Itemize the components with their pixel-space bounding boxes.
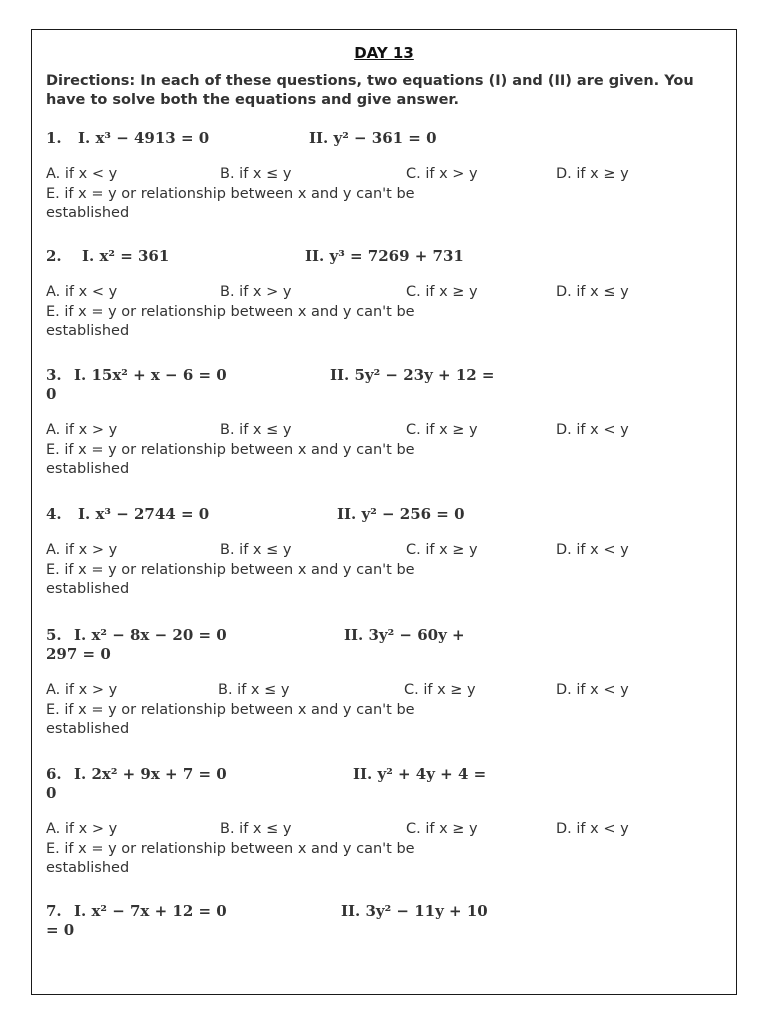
option-b: B. if x ≤ y (220, 821, 292, 837)
question-number: 3. (46, 366, 62, 384)
option-d: D. if x < y (556, 422, 629, 438)
equation-i: I. x³ − 4913 = 0 (78, 129, 210, 147)
question-number: 5. (46, 626, 62, 644)
question-7 (46, 902, 736, 940)
equation-i: I. 15x² + x − 6 = 0 (74, 366, 227, 384)
option-b: B. if x ≤ y (220, 166, 292, 182)
option-d: D. if x < y (556, 821, 629, 837)
equation-ii: II. y² − 256 = 0 (337, 505, 465, 523)
option-a: A. if x < y (46, 166, 118, 182)
options-row (46, 166, 736, 185)
option-e: E. if x = y or relationship between x and y can't be established (46, 304, 415, 339)
equation-ii: II. y² + 4y + 4 = (353, 765, 487, 783)
options-row (46, 682, 736, 701)
equation-ii: II. y² − 361 = 0 (309, 129, 437, 147)
option-c: C. if x ≥ y (406, 284, 478, 300)
equation-i: I. x² = 361 (82, 247, 170, 265)
equation-ii-continued: 0 (46, 784, 57, 802)
option-c: C. if x ≥ y (406, 821, 478, 837)
option-c: C. if x ≥ y (406, 422, 478, 438)
equation-ii-continued: 297 = 0 (46, 645, 111, 663)
equation-ii: II. 3y² − 11y + 10 (341, 902, 488, 920)
option-d: D. if x ≥ y (556, 166, 629, 182)
option-b: B. if x ≤ y (220, 542, 292, 558)
option-c: C. if x ≥ y (406, 542, 478, 558)
option-e: E. if x = y or relationship between x and y can't be established (46, 702, 415, 737)
option-e: E. if x = y or relationship between x and y can't be established (46, 841, 415, 876)
question-6 (46, 765, 736, 878)
equation-ii: II. y³ = 7269 + 731 (305, 247, 464, 265)
equation-ii-continued: 0 (46, 385, 57, 403)
option-a: A. if x > y (46, 422, 118, 438)
equation-ii: II. 3y² − 60y + (344, 626, 465, 644)
question-5 (46, 626, 736, 739)
equation-i: I. 2x² + 9x + 7 = 0 (74, 765, 227, 783)
question-3 (46, 366, 736, 479)
option-b: B. if x ≤ y (218, 682, 290, 698)
options-row (46, 422, 736, 441)
option-e: E. if x = y or relationship between x and y can't be established (46, 442, 415, 477)
options-row (46, 821, 736, 840)
question-2 (46, 247, 736, 341)
option-b: B. if x ≤ y (220, 422, 292, 438)
option-d: D. if x < y (556, 682, 629, 698)
option-e: E. if x = y or relationship between x and y can't be established (46, 186, 415, 221)
directions: Directions: In each of these questions, two equations (I) and (II) are given. You have to solve both the equations and give answer. (46, 73, 694, 108)
equation-ii: II. 5y² − 23y + 12 = (330, 366, 495, 384)
equation-ii-continued: = 0 (46, 921, 75, 939)
option-a: A. if x < y (46, 284, 118, 300)
question-4 (46, 505, 736, 599)
question-number: 6. (46, 765, 62, 783)
option-b: B. if x > y (220, 284, 292, 300)
question-number: 1. (46, 129, 62, 147)
equation-i: I. x² − 7x + 12 = 0 (74, 902, 227, 920)
options-row (46, 284, 736, 303)
page-title: DAY 13 (354, 44, 414, 62)
option-a: A. if x > y (46, 682, 118, 698)
question-number: 7. (46, 902, 62, 920)
option-a: A. if x > y (46, 542, 118, 558)
option-c: C. if x > y (406, 166, 478, 182)
question-1 (46, 129, 736, 223)
equation-i: I. x² − 8x − 20 = 0 (74, 626, 227, 644)
option-c: C. if x ≥ y (404, 682, 476, 698)
option-d: D. if x ≤ y (556, 284, 629, 300)
option-a: A. if x > y (46, 821, 118, 837)
equation-i: I. x³ − 2744 = 0 (78, 505, 210, 523)
option-d: D. if x < y (556, 542, 629, 558)
options-row (46, 542, 736, 561)
option-e: E. if x = y or relationship between x and y can't be established (46, 562, 415, 597)
question-number: 2. (46, 247, 62, 265)
question-number: 4. (46, 505, 62, 523)
